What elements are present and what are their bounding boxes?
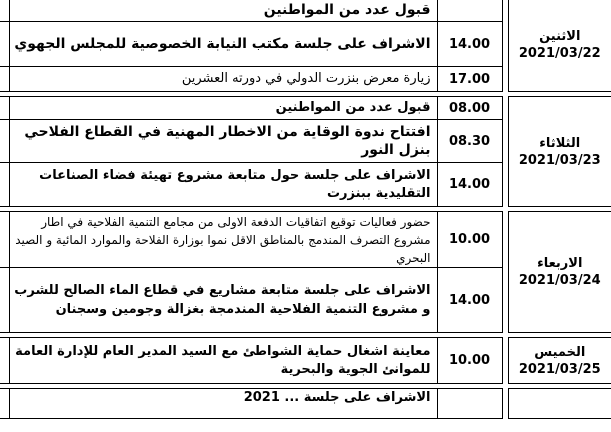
event-time: 08.00	[437, 97, 502, 120]
event-description: معاينة اشغال حماية الشواطئ مع السيد المدير العام للإدارة العامة للموانئ الجوية والبحرية	[9, 338, 437, 384]
event-description: الاشراف على جلسة ... 2021	[9, 389, 437, 419]
day-date: 2021/03/23	[509, 152, 611, 169]
margin-cell	[0, 0, 9, 22]
table-row	[0, 212, 611, 268]
event-time: 10.00	[437, 212, 502, 268]
table-row	[0, 338, 611, 384]
event-description: قبول عدد من المواطنين	[9, 0, 437, 22]
event-time: 14.00	[437, 163, 502, 207]
event-description: زيارة معرض بنزرت الدولي في دورته العشرين	[9, 67, 437, 92]
day-name: الثلاثاء	[509, 135, 611, 152]
margin-cell	[0, 338, 9, 384]
event-description: الاشراف على جلسة حول متابعة مشروع تهيئة فضاء الصناعات التقليدية ببنزرت	[9, 163, 437, 207]
day-cell	[508, 97, 611, 207]
margin-cell	[0, 97, 9, 120]
event-description: حضور فعاليات توقيع اتفاقيات الدفعة الاولى من مجامع التنمية الفلاحية في اطار مشروع التصرف المندمج بالمناطق الاقل نموا بوزارة الفلاحة والموارد المائية و الصيد البحري	[9, 212, 437, 268]
event-time	[437, 389, 502, 419]
event-description: قبول عدد من المواطنين	[9, 97, 437, 120]
margin-cell	[0, 389, 9, 419]
margin-cell	[0, 22, 9, 67]
table-row	[0, 97, 611, 120]
day-name: الاربعاء	[509, 255, 611, 272]
day-cell	[508, 212, 611, 333]
event-description: الاشراف على جلسة مكتب النيابة الخصوصية للمجلس الجهوي	[9, 22, 437, 67]
margin-cell	[0, 268, 9, 333]
day-date: 2021/03/24	[509, 272, 611, 289]
event-description: افتتاح ندوة الوقاية من الاخطار المهنية في القطاع الفلاحي بنزل النور	[9, 120, 437, 163]
day-name: الخميس	[509, 344, 611, 361]
margin-cell	[0, 67, 9, 92]
event-time	[437, 0, 502, 22]
day-name: الاثنين	[509, 28, 611, 45]
margin-cell	[0, 212, 9, 268]
margin-cell	[0, 120, 9, 163]
day-date: 2021/03/22	[509, 45, 611, 62]
event-time: 10.00	[437, 338, 502, 384]
day-cell	[508, 0, 611, 92]
event-time: 14.00	[437, 268, 502, 333]
day-cell	[508, 338, 611, 384]
day-date: 2021/03/25	[509, 361, 611, 378]
margin-cell	[0, 163, 9, 207]
event-description: الاشراف على جلسة متابعة مشاريع في قطاع الماء الصالح للشرب و مشروع التنمية الفلاحية المندمجة بغزالة وجومين وسجنان	[9, 268, 437, 333]
table-row	[0, 0, 611, 22]
event-time: 17.00	[437, 67, 502, 92]
day-cell	[508, 389, 611, 419]
event-time: 08.30	[437, 120, 502, 163]
table-row	[0, 389, 611, 419]
event-time: 14.00	[437, 22, 502, 67]
